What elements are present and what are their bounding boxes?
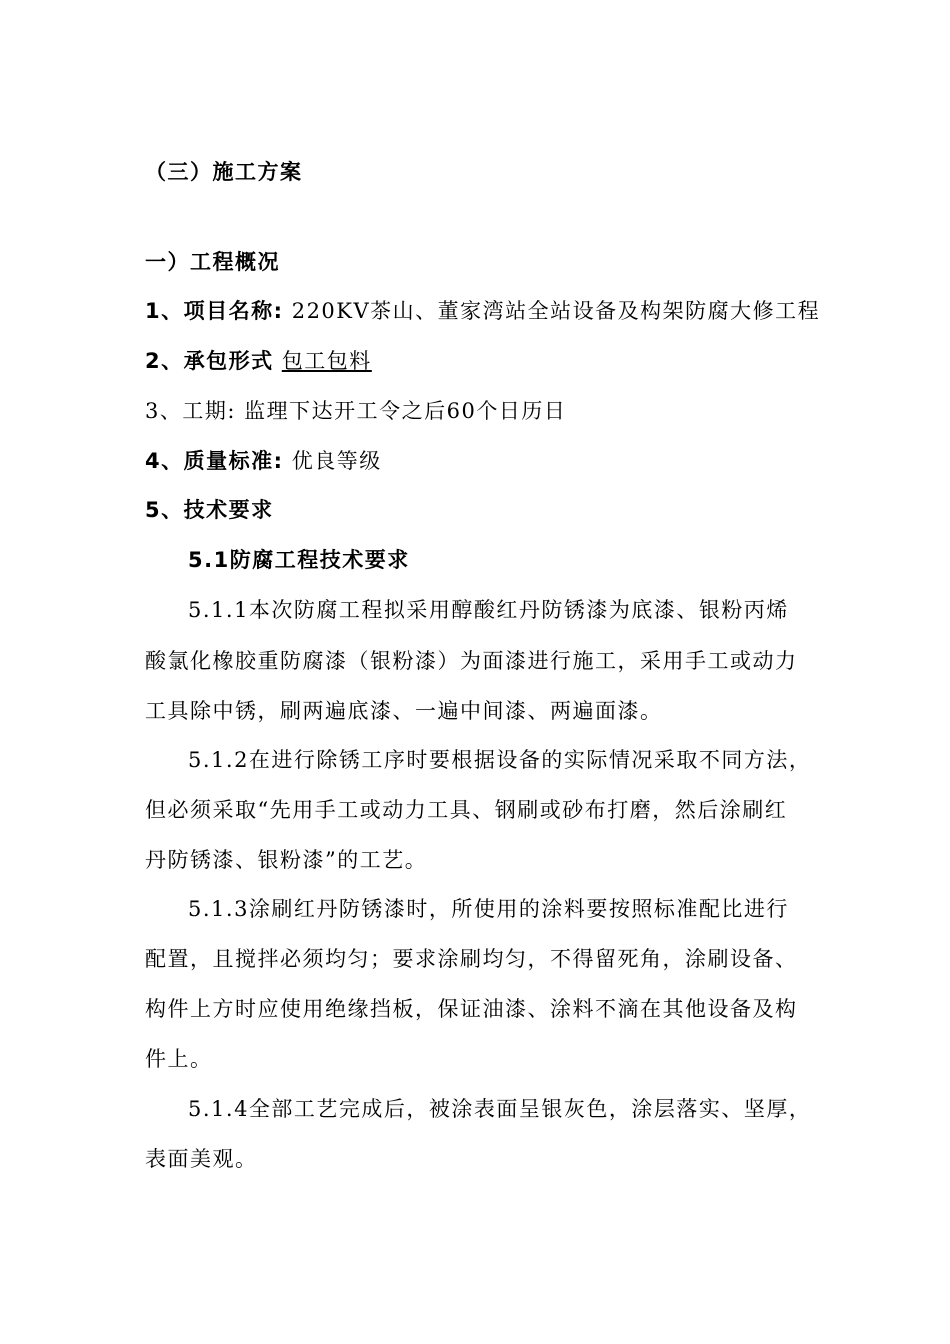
item-project-name	[145, 297, 820, 325]
paragraph-line: 5.1.1本次防腐工程拟采用醇酸红丹防锈漆为底漆、银粉丙烯	[188, 598, 789, 622]
paragraph-line: 但必须采取“先用手工或动力工具、钢刷或砂布打磨，然后涂刷红	[145, 798, 788, 822]
section-title: （三）施工方案	[145, 160, 303, 184]
tech-sub-heading: 5.1防腐工程技术要求	[188, 548, 410, 572]
item-contract-type	[145, 347, 372, 375]
item-duration: 3、工期: 监理下达开工令之后60个日历日	[145, 399, 567, 423]
item-quality	[145, 447, 382, 475]
paragraph-line: 工具除中锈，刷两遍底漆、一遍中间漆、两遍面漆。	[145, 699, 663, 723]
item-quality-value: 优良等级	[291, 449, 382, 473]
paragraph-line: 表面美观。	[145, 1147, 258, 1171]
paragraph-line: 构件上方时应使用绝缘挡板，保证油漆、涂料不滴在其他设备及构	[145, 997, 798, 1021]
item-contract-type-value: 包工包料	[281, 349, 372, 373]
item-tech-requirements: 5、技术要求	[145, 498, 274, 522]
paragraph-line: 酸氯化橡胶重防腐漆（银粉漆）为面漆进行施工，采用手工或动力	[145, 649, 798, 673]
overview-heading: 一）工程概况	[145, 250, 280, 274]
paragraph-line: 丹防锈漆、银粉漆”的工艺。	[145, 848, 428, 872]
item-project-name-label: 1、项目名称:	[145, 299, 284, 323]
item-project-name-value: 220KV茶山、董家湾站全站设备及构架防腐大修工程	[291, 299, 821, 323]
item-quality-label: 4、质量标准:	[145, 449, 284, 473]
paragraph-line: 5.1.4全部工艺完成后，被涂表面呈银灰色，涂层落实、坚厚，	[188, 1097, 812, 1121]
item-contract-type-label: 2、承包形式	[145, 349, 274, 373]
paragraph-line: 配置，且搅拌必须均匀；要求涂刷均匀，不得留死角，涂刷设备、	[145, 947, 798, 971]
paragraph-line: 件上。	[145, 1047, 213, 1071]
paragraph-line: 5.1.2在进行除锈工序时要根据设备的实际情况采取不同方法，	[188, 748, 812, 772]
paragraph-line: 5.1.3涂刷红丹防锈漆时，所使用的涂料要按照标准配比进行	[188, 897, 789, 921]
